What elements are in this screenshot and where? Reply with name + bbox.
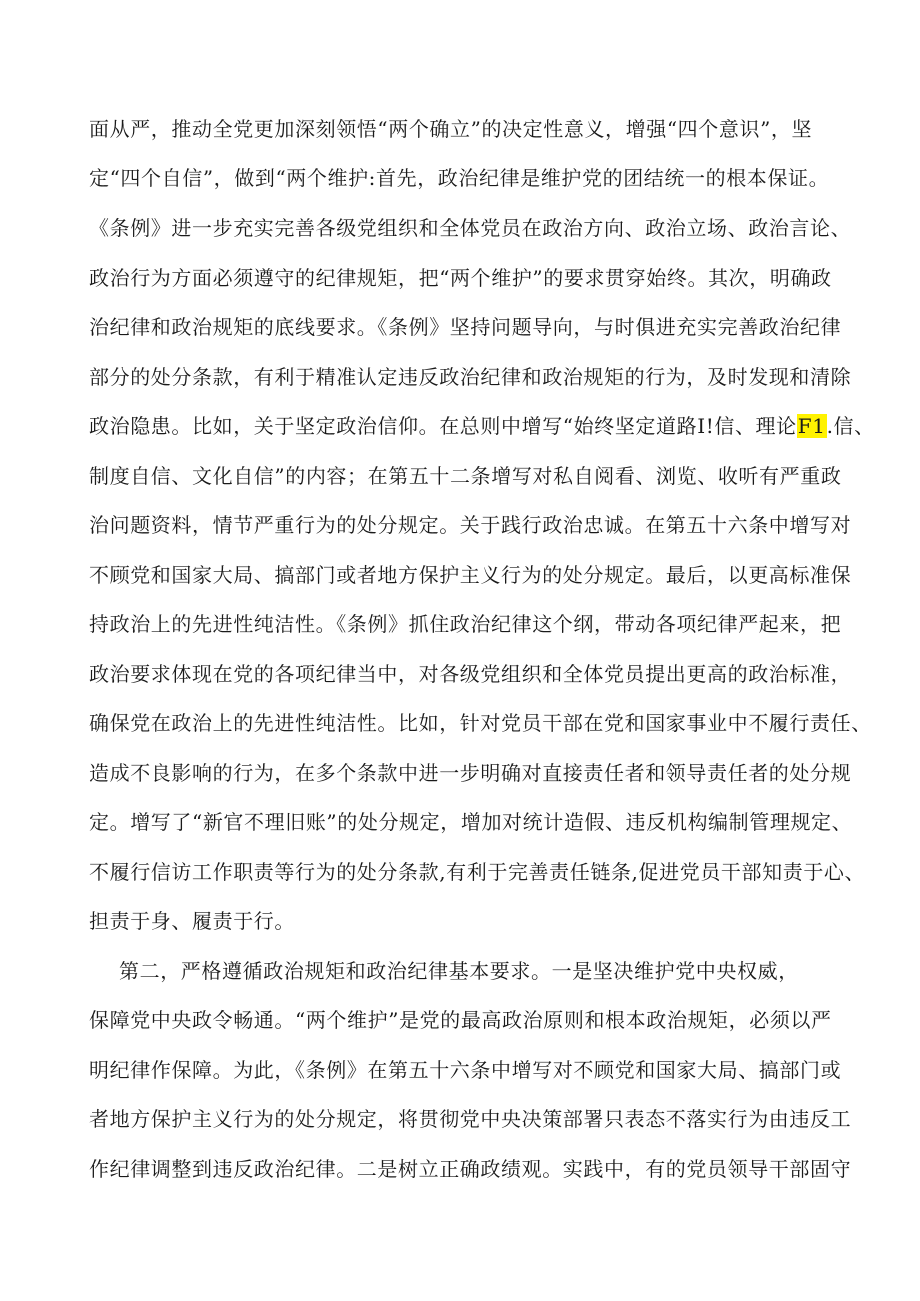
paragraph-1-line-3: 《条例》进一步充实完善各级党组织和全体党员在政治方向、政治立场、政治言论、 <box>89 216 852 240</box>
paragraph-2-line-3: 明纪律作保障。为此，《条例》在第五十六条中增写对不顾党和国家大局、搞部门或 <box>89 1058 842 1082</box>
paragraph-1-line-2: 定“四个自信”，做到“两个维护:首先，政治纪律是维护党的团结统一的根本保证。 <box>89 166 830 190</box>
paragraph-2-line-1: 第二，严格遵循政治规矩和政治纪律基本要求。一是坚决维护党中央权威， <box>119 959 799 983</box>
paragraph-1-line-1: 面从严，推动全党更加深刻领悟“两个确立”的决定性意义，增强“四个意识”，坚 <box>89 117 813 141</box>
paragraph-1-line-6: 部分的处分条款，有利于精准认定违反政治纪律和政治规矩的行为，及时发现和清除 <box>89 365 852 389</box>
paragraph-1-line-16: 不履行信访工作职责等行为的处分条款,有利于完善责任链条,促进党员干部知责于心、 <box>89 860 866 884</box>
paragraph-1-line-14: 造成不良影响的行为，在多个条款中进一步明确对直接责任者和领导责任者的处分规 <box>89 761 852 785</box>
paragraph-1-line-11: 持政治上的先进性纯洁性。《条例》抓住政治纪律这个纲，带动各项纪律严起来，把 <box>89 612 842 636</box>
line-7-text-after: .信、 <box>826 414 875 438</box>
line-7-text-before: 政治隐患。比如，关于坚定政治信仰。在总则中增写“始终坚定道路I!信、理论 <box>89 414 797 438</box>
paragraph-1-line-5: 治纪律和政治规矩的底线要求。《条例》坚持问题导向，与时俱进充实完善政治纪律 <box>89 315 842 339</box>
paragraph-2-line-5: 作纪律调整到违反政治纪律。二是树立正确政绩观。实践中，有的党员领导干部固守 <box>89 1157 852 1181</box>
paragraph-1-line-9: 治问题资料，情节严重行为的处分规定。关于践行政治忠诚。在第五十六条中增写对 <box>89 513 852 537</box>
paragraph-1-line-12: 政治要求体现在党的各项纪律当中，对各级党组织和全体党员提出更高的政治标准， <box>89 662 852 686</box>
paragraph-2-line-4: 者地方保护主义行为的处分规定，将贯彻党中央决策部署只表态不落实行为由违反工 <box>89 1107 852 1131</box>
paragraph-2-line-2: 保障党中央政令畅通。“两个维护”是党的最高政治原则和根本政治规矩，必须以严 <box>89 1008 832 1032</box>
paragraph-1-line-17: 担责于身、履责于行。 <box>89 909 295 933</box>
highlighted-text: F1 <box>797 414 826 438</box>
paragraph-1-line-7 <box>89 412 875 440</box>
paragraph-1-line-8: 制度自信、文化自信”的内容；在第五十二条增写对私自阅看、浏览、收听有严重政 <box>89 464 842 488</box>
paragraph-1-line-10: 不顾党和国家大局、搞部门或者地方保护主义行为的处分规定。最后，以更高标准保 <box>89 563 852 587</box>
paragraph-1-line-13: 确保党在政治上的先进性纯洁性。比如，针对党员干部在党和国家事业中不履行责任、 <box>89 711 872 735</box>
paragraph-1-line-4: 政治行为方面必须遵守的纪律规矩，把“两个维护”的要求贯穿始终。其次，明确政 <box>89 266 832 290</box>
paragraph-1-line-15: 定。增写了“新官不理旧账”的处分规定，增加对统计造假、违反机构编制管理规定、 <box>89 810 853 834</box>
